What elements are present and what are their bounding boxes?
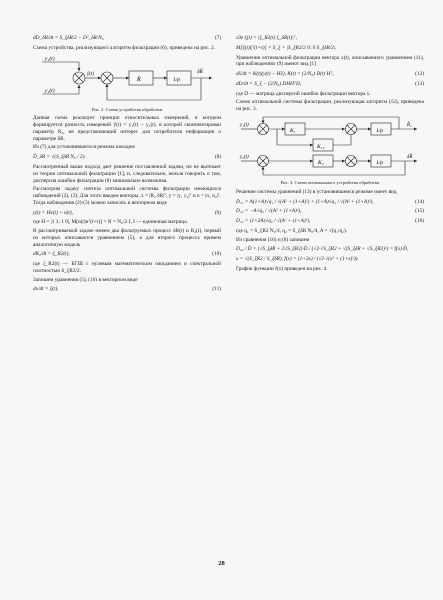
equation-xi-body: где ξ(t) = |ξ_R2(t) ξ_δR(t)|ᵀ, [236,35,297,41]
equation-15-body: D₁₂ = −A√q₂ / √(A² + (1+A)²), [236,208,302,215]
equation-16 [236,218,424,225]
equation-8-body: D̄_δR = √(S_ξδR N₀ / 2). [33,154,86,161]
equation-13-body: dD/dt = S_ξ − (2/N₀) DHHᵀD, [236,80,302,87]
paragraph: Запишем уравнения (5), (10) в векторном виде [33,276,138,283]
paragraph: Из сравнения (16) и (8) запишем [236,236,310,243]
fig2-yhat-label: ŷ(t) [87,71,94,77]
fig2-output-label: δR̂ [197,68,203,75]
figure-2-caption: Рис. 2. Схема устройства обработки [91,106,163,112]
paragraph: Рассмотрим задачу синтеза оптимальной системы фильтрации имеющихся наблюдений (2), (3). Для этого введем векторы, x = |R₂ δR|ᵀ, y = |y₁ y₂|ᵀ и n = |n₁ n₂|ᵀ. Тогда наблюдения (2)-(3) можно записать в векторном виде [33,186,221,206]
paragraph: где ξ_R2(t) — БГШ с нулевым математическим ожиданием и спектральной плотностью S_ξR2/2. [33,261,221,274]
equation-10-number: (10) [212,251,221,258]
fig3-k12-label: K₁₂ [317,143,325,150]
equation-14-number: (14) [415,198,424,205]
equation-covariance [236,45,424,52]
fig3-y2-label: y₂(t) [240,154,249,160]
page-number: 28 [218,560,225,567]
equation-15 [236,208,424,215]
paragraph: Уравнения оптимальной фильтрации вектора x(t), описываемого уравнением (11), при наблюдениях (9) имеют вид [1] [236,54,424,68]
equation-11 [33,286,221,293]
equation-7-number: (7) [214,35,221,41]
fig2-y2-label: y₂(t) [45,87,55,94]
paragraph: Схема оптимальной системы фильтрации, реализующая алгоритм (12), приведена на рис. 3. [236,99,424,113]
paragraph: где H = |1 1; 1 0|, M[n(t)nᵀ(t+τ)] = N = N₀/2·I, I — единичная матрица. [33,219,188,226]
equation-11-number: (11) [212,286,221,293]
paragraph: График функции f(x) приведен на рис. 4. [236,265,328,272]
equation-9-body: y(t) = Hx(t) + n(t), [33,209,73,216]
fig2-y1-label: y₁(t) [45,55,55,62]
fig3-k1-label: K₁ [290,127,296,134]
equation-11-body: dx/dt = ξ(t), [33,286,59,293]
equation-18 [236,256,424,263]
right-column [236,32,424,275]
equation-12-body: dx̂/dt = K(t)(y(t) − Hx̂), K(t) = (2/N₀) D(t) Hᵀ, [236,71,334,78]
paragraph: где q₁ = S_ξR2 N₀/4, q₂ = S_ξδR N₀/4, A = √(q₁/q₂). [236,227,348,234]
fig3-integrator-2-label: 1/p [376,159,384,166]
equation-13-number: (13) [415,80,424,87]
equation-10-body: dR₂/dt = ξ_R2(t), [33,251,70,258]
paragraph: Схема устройства, реализующего алгоритм фильтрации (6), приведена на рис. 2. [33,44,215,51]
figure-3-diagram [237,115,423,179]
equation-covariance-body: M[ξ(t)ξᵀ(t+τ)] = S_ξ = |S_ξR2/2 0; 0 S_ξδR/2|. [236,44,337,51]
equation-7-body: dD_δR/dt = S_ξδR/2 − D²_δR/N₀ [33,35,104,41]
fig3-integrator-1-label: 1/p [376,127,384,134]
equation-13 [236,81,424,88]
equation-17 [236,246,424,253]
fig2-integrator-label: 1/p [173,76,181,83]
fig3-output-2-label: δR̂ [407,154,413,160]
paragraph: где D — матрица дисперсий ошибок фильтрации вектора x. [236,90,371,97]
paragraph: Данная схема реализует принцип относительных измерений, в котором формируется разность измерений ŷ(t) = y₁(t) − y₂(t), в которой скомпенсирован параметр R₂, не представляющий интерес для потребителя информации о параметре δR. [33,115,221,142]
equation-7 [33,35,221,42]
equation-16-body: D₂₂ = (1+2A)√q₂ / √(A² + (1+A)²), [236,218,311,225]
paragraph: Рассмотренный выше подход дает решение поставленной задачи, но не вытекает из теории оптимальной фильтрации [1], и, следовательно, нельзя говорить о том, дисперсия ошибки фильтрации (8) минимально возможная. [33,164,221,184]
paragraph: Из (7) для установившегося режима находим [33,144,135,151]
equation-12 [236,71,424,78]
figure-3-caption: Рис. 3. Схема оптимального устройства обработки [280,179,380,185]
fig3-y1-label: y₁(t) [240,122,249,128]
fig3-output-1-label: R̂₂ [407,122,412,128]
equation-8 [33,154,221,161]
equation-18-body: x = √(S_ξR2 / S_ξδR), f(x) = (1+2x) / (√2·√(x² + (1+x)²)). [236,256,359,263]
paragraph: Решение системы уравнений (13) в установившемся режиме имеет вид [236,188,397,195]
equation-12-number: (12) [415,71,424,78]
equation-xi [236,35,424,42]
equation-9-number: (9) [214,209,221,216]
fig3-k2-label: K₂ [318,159,324,166]
equation-16-number: (16) [415,218,424,225]
equation-17-body: D₂₂ / D̄ = (√S_ξδR + 2√S_ξR2)·D̄ / (√2·√S_ξR2 + √(S_ξδR + √S_ξR2)²) = f(x)·D̄, [236,246,409,253]
left-column [33,32,221,296]
fig2-gain-label: K̄ [137,76,142,83]
equation-14 [236,199,424,206]
equation-9 [33,210,221,217]
equation-10 [33,251,221,258]
equation-8-number: (8) [214,154,221,161]
figure-2-diagram [37,54,217,106]
equation-14-body: D₁₁ = A(1+A)√q₁ / √(A² + (1+A)²) + (1+A)√q₁ / √(A² + (1+A)²), [236,198,374,205]
paragraph: В рассматриваемой задаче имеем два фильтруемых процесс δR(t) и R₂(t), первый из которых описывается уравнением (5), а для второго процесса примем аналогичную модель [33,228,221,248]
equation-15-number: (15) [415,208,424,215]
